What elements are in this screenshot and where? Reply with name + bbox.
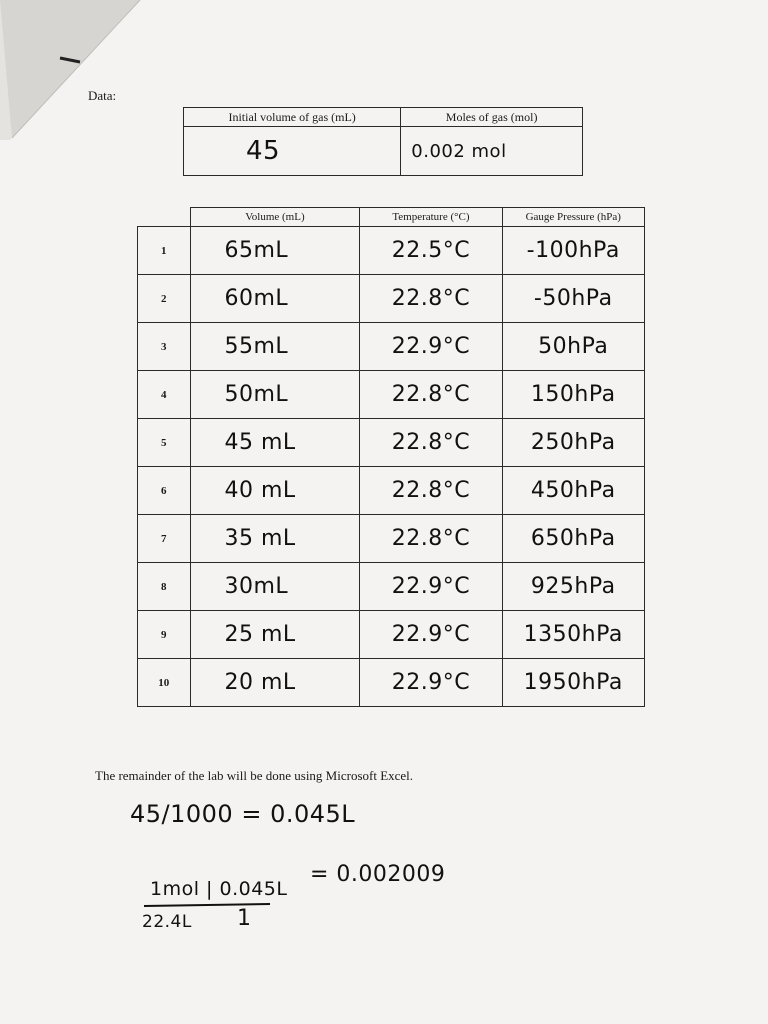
fraction-denominator: 22.4L [142, 912, 192, 932]
initial-conditions-table [183, 107, 583, 176]
table-row [138, 611, 645, 659]
table-header-row [138, 208, 645, 227]
row-number: 1 [138, 227, 191, 275]
volume-cell: 45 mL [190, 419, 360, 467]
temperature-cell: 22.8°C [360, 275, 502, 323]
volume-cell: 25 mL [190, 611, 360, 659]
temperature-cell: 22.9°C [360, 563, 502, 611]
pressure-cell: 150hPa [502, 371, 645, 419]
row-number: 4 [138, 371, 191, 419]
temperature-cell: 22.9°C [360, 611, 502, 659]
row-number: 10 [138, 659, 191, 707]
pressure-cell: -50hPa [502, 275, 645, 323]
temperature-cell: 22.5°C [360, 227, 502, 275]
table-row [138, 227, 645, 275]
temperature-cell: 22.8°C [360, 467, 502, 515]
header-volume: Volume (mL) [190, 208, 360, 227]
volume-cell: 30mL [190, 563, 360, 611]
initial-volume-value: 45 [184, 127, 401, 176]
measurement-table [137, 207, 645, 707]
header-pressure: Gauge Pressure (hPa) [502, 208, 645, 227]
table-row [138, 563, 645, 611]
row-number: 9 [138, 611, 191, 659]
volume-cell: 60mL [190, 275, 360, 323]
volume-cell: 40 mL [190, 467, 360, 515]
row-number: 6 [138, 467, 191, 515]
paper-fold-corner [0, 0, 150, 150]
pressure-cell: 1350hPa [502, 611, 645, 659]
data-heading: Data: [88, 88, 117, 103]
table-row [138, 515, 645, 563]
pressure-cell: 250hPa [502, 419, 645, 467]
table-row [138, 323, 645, 371]
row-number: 3 [138, 323, 191, 371]
volume-cell: 50mL [190, 371, 360, 419]
temperature-cell: 22.8°C [360, 371, 502, 419]
table-row [138, 467, 645, 515]
pressure-cell: 50hPa [502, 323, 645, 371]
table-row [138, 371, 645, 419]
moles-value: 0.002 mol [401, 127, 583, 176]
header-blank [138, 208, 191, 227]
header-initial-volume: Initial volume of gas (mL) [184, 108, 401, 127]
table-row [138, 659, 645, 707]
table-row [138, 419, 645, 467]
volume-conversion-calc: 45/1000 = 0.045L [130, 800, 356, 828]
row-number: 7 [138, 515, 191, 563]
temperature-cell: 22.9°C [360, 659, 502, 707]
row-number: 2 [138, 275, 191, 323]
fraction-one: 1 [237, 906, 252, 931]
volume-cell: 65mL [190, 227, 360, 275]
volume-cell: 35 mL [190, 515, 360, 563]
remainder-note: The remainder of the lab will be done using Microsoft Excel. [95, 768, 414, 783]
temperature-cell: 22.9°C [360, 323, 502, 371]
volume-cell: 20 mL [190, 659, 360, 707]
header-moles: Moles of gas (mol) [401, 108, 583, 127]
row-number: 5 [138, 419, 191, 467]
temperature-cell: 22.8°C [360, 515, 502, 563]
moles-result: = 0.002009 [310, 862, 446, 887]
pressure-cell: 1950hPa [502, 659, 645, 707]
table-row [138, 275, 645, 323]
pressure-cell: 650hPa [502, 515, 645, 563]
volume-cell: 55mL [190, 323, 360, 371]
pressure-cell: 450hPa [502, 467, 645, 515]
fraction-numerator: 1mol | 0.045L [150, 878, 288, 900]
header-temperature: Temperature (°C) [360, 208, 502, 227]
pressure-cell: 925hPa [502, 563, 645, 611]
row-number: 8 [138, 563, 191, 611]
temperature-cell: 22.8°C [360, 419, 502, 467]
pressure-cell: -100hPa [502, 227, 645, 275]
